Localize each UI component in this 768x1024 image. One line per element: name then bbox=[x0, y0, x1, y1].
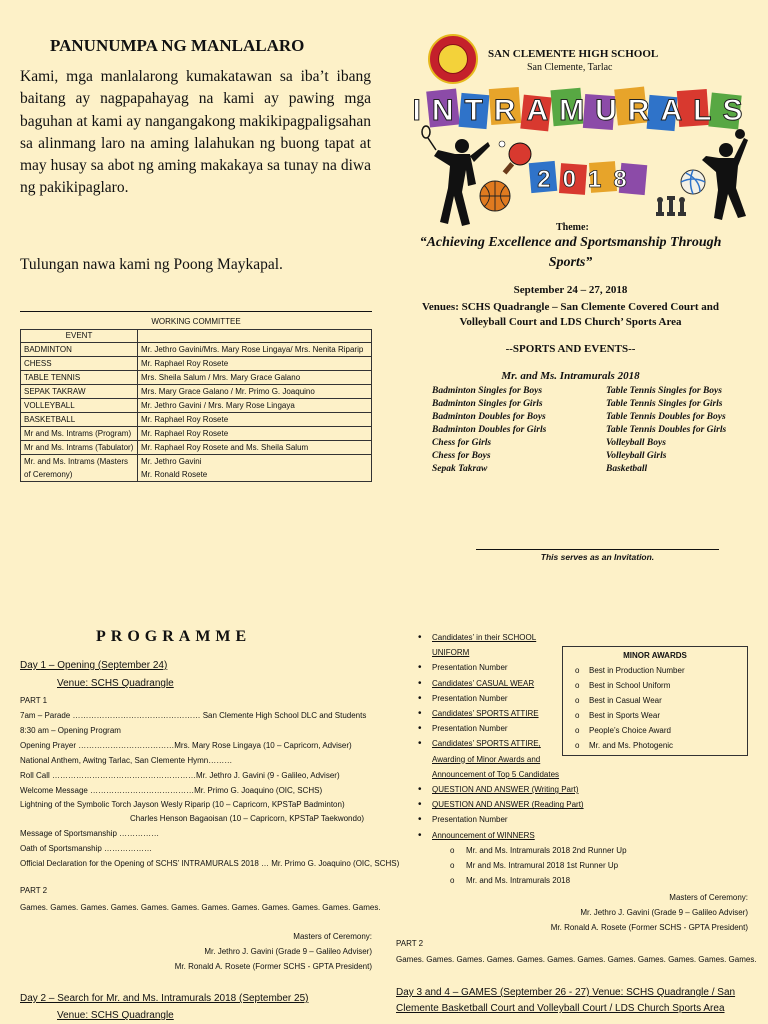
chess-pieces-icon bbox=[656, 196, 686, 216]
committee-members: Mr. Jethro Gavini Mr. Ronald Rosete bbox=[138, 455, 372, 482]
part1-label: PART 1 bbox=[20, 696, 48, 705]
intramurals-banner bbox=[410, 84, 755, 234]
banner-word: INTRAMURALS bbox=[412, 94, 754, 127]
committee-table bbox=[20, 329, 372, 482]
circle-bullet-icon: o bbox=[575, 711, 580, 720]
list-item bbox=[575, 723, 747, 738]
committee-event: TABLE TENNIS bbox=[21, 371, 138, 385]
programme-line: Message of Sportsmanship …………… bbox=[20, 829, 160, 838]
committee-event: Mr. and Ms. Intrams (Masters of Ceremony) bbox=[21, 455, 138, 482]
table-row bbox=[21, 343, 372, 357]
day1-venue: Venue: SCHS Quadrangle bbox=[57, 678, 174, 689]
seal-center bbox=[438, 44, 468, 74]
committee-members: Mrs. Sheila Salum / Mrs. Mary Grace Galano bbox=[138, 371, 372, 385]
committee-members: Mr. Jethro Gavini/Mrs. Mary Rose Lingaya/ Mrs. Nenita Riparip bbox=[138, 343, 372, 357]
list-item: Chess for Girls bbox=[432, 438, 492, 448]
list-item bbox=[575, 708, 747, 723]
committee-event: BADMINTON bbox=[21, 343, 138, 357]
programme-line: Oath of Sportsmanship ……………… bbox=[20, 844, 153, 853]
programme-line: Charles Henson Bagaoisan (10 – Capricorn, KPSTaP Taekwondo) bbox=[130, 814, 365, 823]
theme-label: Theme: bbox=[556, 222, 589, 233]
badminton-player-icon bbox=[434, 139, 490, 226]
mc-name: Mr. Ronald A. Rosete (Former SCHS - GPTA President) bbox=[550, 923, 748, 932]
list-item: Table Tennis Doubles for Boys bbox=[606, 412, 726, 422]
mc-name: Mr. Jethro J. Gavini (Grade 9 – Galileo Adviser) bbox=[580, 908, 748, 917]
list-item: • Presentation Number bbox=[418, 812, 588, 827]
oath-title: PANUNUMPA NG MANLALARO bbox=[50, 36, 305, 55]
list-item: • Candidates’ CASUAL WEAR bbox=[418, 676, 588, 691]
committee-caption: WORKING COMMITTEE bbox=[151, 317, 241, 326]
circle-bullet-icon: o bbox=[575, 696, 580, 705]
list-item: Table Tennis Doubles for Girls bbox=[606, 425, 727, 435]
committee-event: VOLLEYBALL bbox=[21, 399, 138, 413]
list-item: • Presentation Number bbox=[418, 691, 588, 706]
list-item: Sepak Takraw bbox=[432, 464, 488, 474]
list-item: • Candidates’ in their SCHOOL bbox=[418, 630, 588, 645]
list-item: • Candidates’ SPORTS ATTIRE, bbox=[418, 736, 588, 751]
list-item: UNIFORM bbox=[432, 648, 470, 658]
oath-body: Kami, mga manlalarong kumakatawan sa iba’t ibang baitang ay nagpapahayag na kami ay pawing mga baguhan at kami ay nangangakong makikipagpaligsahan sa alinmang laro na aming lalahukan ng buong tapat at may husay sa abot ng aming makakaya sa tunay na diwa ng pakikipaglaro. bbox=[20, 68, 371, 197]
programme-line: Official Declaration for the Opening of SCHS’ INTRAMURALS 2018 … Mr. Primo G. Joaquino (OIC, SCHS) bbox=[20, 859, 400, 868]
list-item bbox=[575, 663, 747, 678]
table-row bbox=[21, 413, 372, 427]
basketball-icon bbox=[480, 181, 510, 211]
award-name: Best in Production Number bbox=[589, 666, 685, 675]
list-item bbox=[575, 738, 747, 753]
list-item bbox=[575, 678, 747, 693]
school-name: SAN CLEMENTE HIGH SCHOOL bbox=[488, 48, 659, 60]
table-tennis-paddle-icon bbox=[499, 141, 531, 175]
part2-label: PART 2 bbox=[20, 886, 48, 895]
minor-awards-list bbox=[563, 660, 747, 753]
list-item: Announcement of Top 5 Candidates bbox=[432, 769, 560, 779]
events-left-column bbox=[432, 385, 546, 476]
list-item bbox=[575, 693, 747, 708]
day1-heading: Day 1 – Opening (September 24) bbox=[20, 660, 168, 671]
list-item: o Mr. and Ms. Intramurals 2018 2nd Runner Up bbox=[418, 843, 748, 858]
list-item: Table Tennis Singles for Girls bbox=[606, 399, 723, 409]
games-line: Games. Games. Games. Games. Games. Games. Games. Games. Games. Games. Games. Games. bbox=[20, 903, 381, 912]
day2-heading: Day 2 – Search for Mr. and Ms. Intramurals 2018 (September 25) bbox=[20, 993, 309, 1004]
table-row bbox=[21, 399, 372, 413]
day3-4-heading: Day 3 and 4 – GAMES (September 26 - 27) Venue: SCHS Quadrangle / San Clemente Basketball Court and Volleyball Court / LDS Church Sports Area bbox=[396, 987, 736, 1014]
theme-text: “Achieving Excellence and Sportsmanship Through Sports” bbox=[419, 235, 722, 270]
table-row bbox=[21, 441, 372, 455]
programme-line: Welcome Message …………………………………Mr. Primo G. Joaquino (OIC, SCHS) bbox=[20, 786, 323, 795]
committee-members: Mr. Raphael Roy Rosete bbox=[138, 357, 372, 371]
events-right-column bbox=[606, 385, 726, 476]
table-row bbox=[21, 385, 372, 399]
list-item: • Presentation Number bbox=[418, 721, 588, 736]
list-item: Chess for Boys bbox=[432, 451, 491, 461]
committee-event: Mr and Ms. Intrams (Tabulator) bbox=[21, 441, 138, 455]
banner-year: 2018 bbox=[537, 166, 639, 193]
list-item: Table Tennis Singles for Boys bbox=[606, 386, 722, 396]
committee-event: CHESS bbox=[21, 357, 138, 371]
committee-members: Mr. Raphael Roy Rosete and Ms. Sheila Salum bbox=[138, 441, 372, 455]
award-name: Best in School Uniform bbox=[589, 681, 671, 690]
games-line: Games. Games. Games. Games. Games. Games. Games. Games. Games. Games. Games. Games. bbox=[396, 955, 757, 964]
table-row bbox=[21, 371, 372, 385]
list-item: Badminton Doubles for Boys bbox=[432, 412, 546, 422]
table-row bbox=[21, 427, 372, 441]
day2-venue: Venue: SCHS Quadrangle bbox=[57, 1010, 174, 1021]
committee-header-event: EVENT bbox=[21, 330, 138, 343]
award-name: Mr. and Ms. Photogenic bbox=[589, 741, 674, 750]
event-venues: Venues: SCHS Quadrangle – San Clemente Covered Court and Volleyball Court and LDS Church’ Sports Area bbox=[421, 301, 720, 328]
mc-label: Masters of Ceremony: bbox=[669, 893, 748, 902]
committee-members: Mrs. Mary Grace Galano / Mr. Primo G. Joaquino bbox=[138, 385, 372, 399]
event-dates: September 24 – 27, 2018 bbox=[513, 284, 628, 296]
list-item: o Mr. and Ms. Intramurals 2018 bbox=[418, 873, 748, 888]
table-row bbox=[21, 455, 372, 482]
part2-label: PART 2 bbox=[396, 939, 424, 948]
circle-bullet-icon: o bbox=[575, 666, 580, 675]
minor-awards-title: MINOR AWARDS bbox=[623, 651, 687, 660]
circle-bullet-icon: o bbox=[575, 741, 580, 750]
table-row bbox=[21, 357, 372, 371]
oath-prayer: Tulungan nawa kami ng Poong Maykapal. bbox=[20, 256, 283, 273]
committee-members: Mr. Jethro Gavini / Mrs. Mary Rose Lingaya bbox=[138, 399, 372, 413]
programme-line: Opening Prayer ………………………………Mrs. Mary Rose Lingaya (10 – Capricorn, Adviser) bbox=[20, 741, 352, 750]
committee-event: BASKETBALL bbox=[21, 413, 138, 427]
programme-title: PROGRAMME bbox=[96, 628, 252, 645]
award-name: Best in Casual Wear bbox=[589, 696, 662, 705]
invitation-text: This serves as an Invitation. bbox=[540, 552, 655, 562]
list-item: Basketball bbox=[606, 464, 648, 474]
award-name: Best in Sports Wear bbox=[589, 711, 660, 720]
list-item: • QUESTION AND ANSWER (Writing Part) bbox=[418, 782, 588, 797]
list-item: Volleyball Boys bbox=[606, 438, 666, 448]
committee-header-row bbox=[21, 330, 372, 343]
list-item: Badminton Singles for Boys bbox=[432, 386, 543, 396]
list-item: • Candidates’ SPORTS ATTIRE bbox=[418, 706, 588, 721]
school-town: San Clemente, Tarlac bbox=[527, 62, 613, 73]
volleyball-icon bbox=[681, 170, 705, 194]
minor-awards-box bbox=[562, 646, 748, 756]
committee-header-blank bbox=[138, 330, 372, 343]
working-committee bbox=[20, 311, 372, 482]
award-name: People’s Choice Award bbox=[589, 726, 671, 735]
mc-name: Mr. Ronald A. Rosete (Former SCHS - GPTA President) bbox=[174, 962, 372, 971]
list-item: • QUESTION AND ANSWER (Reading Part) bbox=[418, 797, 588, 812]
committee-event: Mr and Ms. Intrams (Program) bbox=[21, 427, 138, 441]
list-item: Badminton Doubles for Girls bbox=[432, 425, 547, 435]
list-item: Awarding of Minor Awards and bbox=[432, 754, 541, 764]
volleyball-player-icon bbox=[702, 129, 748, 220]
invitation-rule bbox=[476, 549, 719, 550]
programme-line: National Anthem, Awitng Tarlac, San Clemente Hymn……… bbox=[20, 756, 233, 765]
programme-line: 8:30 am – Opening Program bbox=[20, 726, 121, 735]
mc-name: Mr. Jethro J. Gavini (Grade 9 – Galileo Adviser) bbox=[204, 947, 372, 956]
sports-heading: --SPORTS AND EVENTS-- bbox=[505, 343, 636, 355]
programme-line: 7am – Parade ………………………………………… San Clemente High School DLC and Students bbox=[20, 711, 367, 720]
list-item: • Announcement of WINNERS bbox=[418, 828, 588, 843]
programme-line: Roll Call ………………………………………………Mr. Jethro J. Gavini (9 - Galileo, Adviser) bbox=[20, 771, 340, 780]
pageant-title: Mr. and Ms. Intramurals 2018 bbox=[501, 370, 640, 382]
committee-members: Mr. Raphael Roy Rosete bbox=[138, 413, 372, 427]
programme-line: Lightning of the Symbolic Torch Jayson Wesly Riparip (10 – Capricorn, KPSTaP Badminton) bbox=[20, 800, 345, 809]
racket-icon bbox=[422, 126, 430, 138]
school-seal-icon bbox=[428, 34, 478, 84]
circle-bullet-icon: o bbox=[575, 726, 580, 735]
committee-event: SEPAK TAKRAW bbox=[21, 385, 138, 399]
list-item: o Mr and Ms. Intramural 2018 1st Runner Up bbox=[418, 858, 748, 873]
circle-bullet-icon: o bbox=[575, 681, 580, 690]
list-item: • Presentation Number bbox=[418, 660, 588, 675]
mc-label: Masters of Ceremony: bbox=[293, 932, 372, 941]
committee-members: Mr. Raphael Roy Rosete bbox=[138, 427, 372, 441]
list-item: Badminton Singles for Girls bbox=[432, 399, 543, 409]
list-item: Volleyball Girls bbox=[606, 451, 667, 461]
